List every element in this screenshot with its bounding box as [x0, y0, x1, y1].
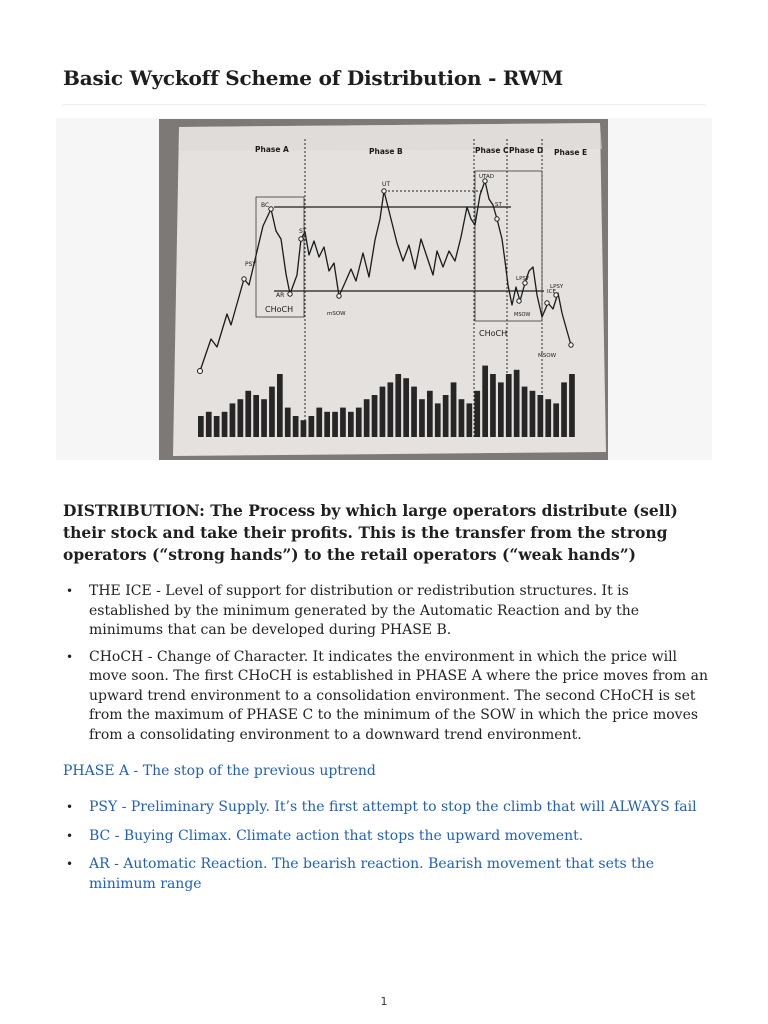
page-number: 1 — [380, 995, 388, 1008]
bullet: • — [66, 828, 74, 843]
wyckoff-distribution-photo — [159, 119, 608, 460]
volume-bar — [419, 399, 425, 437]
volume-bar — [395, 374, 401, 437]
volume-bar — [269, 387, 275, 437]
volume-bar — [474, 391, 480, 437]
volume-bar — [545, 399, 551, 437]
volume-bar — [427, 391, 433, 437]
phase-a-item-psy-text: PSY - Preliminary Supply. It’s the first attempt to stop the climb that will ALWAYS fail — [89, 799, 697, 815]
volume-bar — [411, 387, 417, 437]
definition-choch-text: CHoCH - Change of Character. It indicates the environment in which the price will move soon. The first CHoCH is established in PHASE A where the price moves from an upward trend environment to a consolidation environment. The second CHoCH is set from the maximum of PHASE C to the minimum of the SOW in which the price moves from a consolidating environment to a downward trend environment. — [89, 648, 709, 743]
definition-ice — [63, 582, 708, 641]
volume-bar — [301, 420, 307, 437]
volume-bar — [324, 412, 330, 437]
volume-bar — [443, 395, 449, 437]
volume-bar — [380, 387, 386, 437]
volume-bar — [206, 412, 212, 437]
phase-e-label: Phase E — [554, 148, 588, 157]
volume-bar — [253, 395, 259, 437]
volume-bar — [364, 399, 370, 437]
distribution-intro: DISTRIBUTION: The Process by which large operators distribute (sell) their stock and take their profits. This is the transfer from the strong operators (“strong hands”) to the retail operators (“weak hands”) — [63, 501, 678, 564]
volume-bar — [514, 370, 520, 437]
st-phase-a-label: ST — [299, 228, 307, 235]
phase-a-item-ar — [63, 855, 708, 894]
bullet: • — [66, 584, 74, 598]
volume-bar — [348, 412, 354, 437]
volume-bar — [285, 408, 291, 437]
ut-label: UT — [382, 181, 391, 188]
volume-bar — [277, 374, 283, 437]
choch-phase-a-label: CHoCH — [265, 305, 294, 314]
msow-phase-d-label: MSOW — [514, 312, 531, 318]
volume-bar — [340, 408, 346, 437]
volume-bar — [553, 403, 559, 437]
volume-bar — [522, 387, 528, 437]
msow-phase-e-label: MSOW — [538, 353, 557, 359]
volume-bar — [561, 382, 567, 437]
phase-d-label: Phase D — [509, 146, 544, 155]
bullet: • — [66, 649, 74, 664]
volume-bar — [198, 416, 204, 437]
volume-bar — [388, 382, 394, 437]
volume-bar — [372, 395, 378, 437]
phase-a-item-bc-text: BC - Buying Climax. Climate action that stops the upward movement. — [89, 827, 584, 844]
bc-label: BC — [261, 202, 270, 209]
volume-bar — [309, 416, 315, 437]
phase-a-item-bc — [63, 827, 708, 847]
psy-label: PSY — [245, 261, 257, 268]
ice-label: ICE — [547, 289, 556, 295]
volume-bar — [467, 403, 473, 437]
volume-bar — [459, 399, 465, 437]
bullet: • — [66, 857, 74, 871]
volume-bar — [316, 408, 322, 437]
volume-bar — [530, 391, 536, 437]
phase-a-label: Phase A — [255, 145, 289, 154]
phase-a-list — [63, 798, 708, 903]
volume-bar — [490, 374, 496, 437]
lpsy-phase-e-label: LPSY — [550, 284, 564, 290]
title-divider — [63, 104, 705, 105]
msow-phase-b-label: mSOW — [327, 311, 346, 317]
ar-label: AR — [276, 292, 285, 299]
phase-a-heading: PHASE A - The stop of the previous uptrend — [63, 763, 376, 779]
volume-bar — [214, 416, 220, 437]
utad-label: UTAD — [479, 174, 494, 180]
volume-bar — [261, 399, 267, 437]
wyckoff-diagram — [159, 119, 608, 460]
volume-bar — [245, 391, 251, 437]
volume-bar — [293, 416, 299, 437]
phase-c-label: Phase C — [475, 146, 509, 155]
definition-ice-text: THE ICE - Level of support for distribution or redistribution structures. It is established by the minimum generated by the Automatic Reaction and by the minimums that can be developed during PHASE B. — [89, 583, 640, 638]
volume-bar — [451, 382, 457, 437]
page-title: Basic Wyckoff Scheme of Distribution - RWM — [63, 66, 564, 90]
lpsy-phase-d-label: LPSY — [516, 276, 530, 282]
volume-bar — [435, 403, 441, 437]
phase-a-item-ar-text: AR - Automatic Reaction. The bearish reaction. Bearish movement that sets the minimum range — [89, 856, 655, 892]
volume-bar — [538, 395, 544, 437]
phase-a-item-psy — [63, 798, 708, 818]
volume-bar — [238, 399, 244, 437]
phase-b-label: Phase B — [369, 147, 403, 156]
volume-bar — [569, 374, 575, 437]
volume-bar — [222, 412, 228, 437]
definition-choch — [63, 648, 708, 746]
bullet: • — [66, 800, 74, 814]
volume-bar — [403, 378, 409, 437]
st-phase-c-label: ST — [495, 202, 502, 208]
volume-bar — [356, 408, 362, 437]
choch-phase-c-label: CHoCH — [479, 329, 508, 338]
volume-bar — [230, 403, 236, 437]
volume-bar — [506, 374, 512, 437]
volume-bar — [332, 412, 338, 437]
definitions-list — [63, 582, 708, 752]
volume-bar — [498, 382, 504, 437]
volume-bar — [482, 366, 488, 437]
